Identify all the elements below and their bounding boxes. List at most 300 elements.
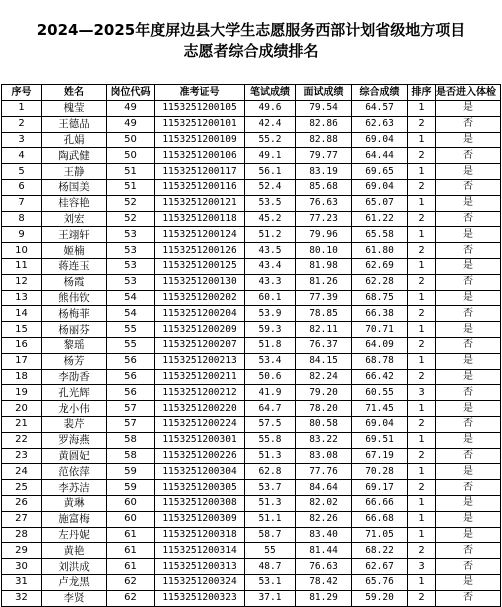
table-row [2, 511, 501, 527]
cell-exam-id: 1153251200305 [155, 480, 245, 496]
title-line-2: 志愿者综合成绩排名 [183, 42, 319, 60]
cell-written-score: 51.3 [245, 448, 296, 464]
cell-name: 孔娟 [42, 132, 107, 148]
col-header-rank: 排序 [408, 85, 436, 101]
cell-post-code: 55 [107, 337, 155, 353]
cell-written-score: 56.1 [245, 164, 296, 180]
cell-name: 桂容艳 [42, 195, 107, 211]
cell-index: 12 [2, 274, 42, 290]
cell-exam-id: 1153251200204 [155, 306, 245, 322]
cell-post-code: 61 [107, 527, 155, 543]
cell-rank: 2 [408, 543, 436, 559]
cell-interview-score: 78.20 [296, 401, 352, 417]
table-row [2, 179, 501, 195]
cell-written-score: 43.3 [245, 274, 296, 290]
cell-rank: 1 [408, 527, 436, 543]
table-row [2, 322, 501, 338]
cell-rank: 2 [408, 448, 436, 464]
cell-name: 杨丽芬 [42, 322, 107, 338]
cell-written-score: 53.1 [245, 574, 296, 590]
cell-index: 15 [2, 322, 42, 338]
cell-written-score: 53.4 [245, 353, 296, 369]
cell-index: 3 [2, 132, 42, 148]
cell-rank: 2 [408, 306, 436, 322]
cell-index: 19 [2, 385, 42, 401]
cell-exam-id: 1153251200121 [155, 195, 245, 211]
cell-index: 24 [2, 464, 42, 480]
cell-index: 2 [2, 116, 42, 132]
cell-total-score: 70.28 [352, 464, 408, 480]
cell-post-code: 61 [107, 559, 155, 575]
cell-name: 裴芹 [42, 416, 107, 432]
cell-post-code: 53 [107, 227, 155, 243]
cell-physical-exam: 否 [436, 590, 501, 606]
cell-index: 32 [2, 590, 42, 606]
cell-interview-score: 76.37 [296, 337, 352, 353]
cell-index: 18 [2, 369, 42, 385]
table-row [2, 243, 501, 259]
cell-name: 卢龙黑 [42, 574, 107, 590]
cell-physical-exam: 否 [436, 448, 501, 464]
table-row [2, 116, 501, 132]
col-header-index: 序号 [2, 85, 42, 101]
cell-interview-score: 80.10 [296, 243, 352, 259]
cell-written-score: 43.5 [245, 243, 296, 259]
cell-post-code: 53 [107, 243, 155, 259]
cell-rank: 2 [408, 116, 436, 132]
cell-physical-exam: 是 [436, 290, 501, 306]
cell-exam-id: 1153251200118 [155, 211, 245, 227]
cell-post-code: 54 [107, 306, 155, 322]
cell-interview-score: 77.76 [296, 464, 352, 480]
cell-interview-score: 82.11 [296, 322, 352, 338]
cell-rank: 1 [408, 164, 436, 180]
cell-exam-id: 1153251200308 [155, 495, 245, 511]
table-row [2, 416, 501, 432]
cell-index: 13 [2, 290, 42, 306]
cell-name: 刘洪成 [42, 559, 107, 575]
cell-physical-exam: 否 [436, 543, 501, 559]
cell-post-code: 52 [107, 195, 155, 211]
cell-post-code: 50 [107, 132, 155, 148]
cell-name: 黄圆妃 [42, 448, 107, 464]
cell-written-score: 53.7 [245, 480, 296, 496]
cell-index: 1 [2, 101, 42, 117]
cell-exam-id: 1153251200224 [155, 416, 245, 432]
table-row [2, 495, 501, 511]
cell-interview-score: 83.22 [296, 432, 352, 448]
table-row [2, 132, 501, 148]
cell-rank: 2 [408, 179, 436, 195]
cell-physical-exam: 是 [436, 227, 501, 243]
cell-physical-exam: 是 [436, 527, 501, 543]
cell-name: 黄艳 [42, 543, 107, 559]
cell-rank: 1 [408, 101, 436, 117]
header-row [2, 85, 501, 101]
col-header-physical-exam: 是否进入体检 [436, 85, 501, 101]
table-body [2, 101, 501, 607]
cell-written-score: 48.7 [245, 559, 296, 575]
cell-index: 4 [2, 148, 42, 164]
cell-interview-score: 83.08 [296, 448, 352, 464]
cell-rank: 2 [408, 148, 436, 164]
table-row [2, 148, 501, 164]
col-header-interview-score: 面试成绩 [296, 85, 352, 101]
cell-rank: 1 [408, 132, 436, 148]
cell-interview-score: 85.68 [296, 179, 352, 195]
cell-interview-score: 84.64 [296, 480, 352, 496]
cell-exam-id: 1153251200126 [155, 243, 245, 259]
cell-written-score: 64.7 [245, 401, 296, 417]
cell-name: 杨芳 [42, 353, 107, 369]
cell-exam-id: 1153251200130 [155, 274, 245, 290]
title-line-1: 2024—2025年度屏边县大学生志愿服务西部计划省级地方项目 [36, 21, 466, 39]
cell-physical-exam: 是 [436, 322, 501, 338]
cell-written-score: 51.1 [245, 511, 296, 527]
table-row [2, 227, 501, 243]
cell-rank: 1 [408, 227, 436, 243]
cell-interview-score: 79.77 [296, 148, 352, 164]
cell-rank: 1 [408, 511, 436, 527]
cell-interview-score: 78.42 [296, 574, 352, 590]
cell-name: 罗海燕 [42, 432, 107, 448]
cell-written-score: 57.5 [245, 416, 296, 432]
table-row [2, 353, 501, 369]
cell-interview-score: 81.29 [296, 590, 352, 606]
table-row [2, 290, 501, 306]
table-row [2, 543, 501, 559]
cell-name: 陶武健 [42, 148, 107, 164]
cell-name: 姬楠 [42, 243, 107, 259]
table-row [2, 590, 501, 606]
cell-physical-exam: 否 [436, 243, 501, 259]
cell-post-code: 62 [107, 590, 155, 606]
cell-physical-exam: 是 [436, 574, 501, 590]
cell-rank: 3 [408, 385, 436, 401]
table-row [2, 527, 501, 543]
cell-exam-id: 1153251200313 [155, 559, 245, 575]
cell-exam-id: 1153251200109 [155, 132, 245, 148]
table-row [2, 337, 501, 353]
cell-exam-id: 1153251200116 [155, 179, 245, 195]
cell-written-score: 59.3 [245, 322, 296, 338]
cell-index: 11 [2, 258, 42, 274]
cell-physical-exam: 是 [436, 195, 501, 211]
cell-index: 21 [2, 416, 42, 432]
cell-written-score: 50.6 [245, 369, 296, 385]
cell-total-score: 69.04 [352, 416, 408, 432]
cell-index: 17 [2, 353, 42, 369]
cell-physical-exam: 否 [436, 179, 501, 195]
cell-written-score: 53.5 [245, 195, 296, 211]
cell-index: 9 [2, 227, 42, 243]
cell-interview-score: 81.44 [296, 543, 352, 559]
cell-total-score: 65.76 [352, 574, 408, 590]
cell-index: 5 [2, 164, 42, 180]
cell-physical-exam: 否 [436, 116, 501, 132]
cell-physical-exam: 否 [436, 337, 501, 353]
cell-total-score: 61.22 [352, 211, 408, 227]
cell-total-score: 66.38 [352, 306, 408, 322]
cell-interview-score: 77.23 [296, 211, 352, 227]
cell-rank: 2 [408, 480, 436, 496]
cell-written-score: 37.1 [245, 590, 296, 606]
cell-written-score: 51.3 [245, 495, 296, 511]
cell-name: 槐莹 [42, 101, 107, 117]
cell-name: 王静 [42, 164, 107, 180]
cell-written-score: 42.4 [245, 116, 296, 132]
cell-interview-score: 82.26 [296, 511, 352, 527]
cell-post-code: 49 [107, 101, 155, 117]
cell-total-score: 62.67 [352, 559, 408, 575]
cell-written-score: 60.1 [245, 290, 296, 306]
cell-name: 左丹妮 [42, 527, 107, 543]
col-header-post-code: 岗位代码 [107, 85, 155, 101]
cell-exam-id: 1153251200101 [155, 116, 245, 132]
cell-written-score: 53.9 [245, 306, 296, 322]
cell-name: 刘宏 [42, 211, 107, 227]
cell-physical-exam: 是 [436, 464, 501, 480]
cell-physical-exam: 是 [436, 511, 501, 527]
cell-physical-exam: 是 [436, 132, 501, 148]
cell-written-score: 55.2 [245, 132, 296, 148]
cell-total-score: 69.04 [352, 132, 408, 148]
cell-name: 李劭香 [42, 369, 107, 385]
cell-index: 31 [2, 574, 42, 590]
cell-index: 28 [2, 527, 42, 543]
cell-post-code: 56 [107, 353, 155, 369]
cell-total-score: 71.05 [352, 527, 408, 543]
cell-total-score: 68.22 [352, 543, 408, 559]
cell-interview-score: 79.96 [296, 227, 352, 243]
cell-interview-score: 83.19 [296, 164, 352, 180]
cell-exam-id: 1153251200226 [155, 448, 245, 464]
cell-rank: 1 [408, 464, 436, 480]
cell-post-code: 57 [107, 401, 155, 417]
cell-exam-id: 1153251200220 [155, 401, 245, 417]
cell-physical-exam: 是 [436, 369, 501, 385]
cell-post-code: 56 [107, 369, 155, 385]
cell-post-code: 61 [107, 543, 155, 559]
cell-rank: 1 [408, 353, 436, 369]
cell-physical-exam: 是 [436, 101, 501, 117]
cell-index: 27 [2, 511, 42, 527]
cell-exam-id: 1153251200105 [155, 101, 245, 117]
cell-rank: 3 [408, 559, 436, 575]
score-table [1, 84, 501, 607]
cell-post-code: 60 [107, 495, 155, 511]
cell-exam-id: 1153251200309 [155, 511, 245, 527]
cell-index: 26 [2, 495, 42, 511]
cell-post-code: 55 [107, 322, 155, 338]
cell-post-code: 54 [107, 290, 155, 306]
cell-index: 30 [2, 559, 42, 575]
table-row [2, 448, 501, 464]
cell-written-score: 51.2 [245, 227, 296, 243]
cell-name: 杨国美 [42, 179, 107, 195]
cell-total-score: 65.58 [352, 227, 408, 243]
cell-exam-id: 1153251200125 [155, 258, 245, 274]
cell-written-score: 62.8 [245, 464, 296, 480]
cell-written-score: 49.6 [245, 101, 296, 117]
cell-exam-id: 1153251200301 [155, 432, 245, 448]
table-row [2, 258, 501, 274]
cell-name: 李苏洁 [42, 480, 107, 496]
cell-rank: 1 [408, 258, 436, 274]
cell-physical-exam: 否 [436, 211, 501, 227]
cell-interview-score: 82.86 [296, 116, 352, 132]
cell-exam-id: 1153251200314 [155, 543, 245, 559]
cell-interview-score: 82.02 [296, 495, 352, 511]
table-row [2, 211, 501, 227]
cell-rank: 1 [408, 195, 436, 211]
cell-index: 6 [2, 179, 42, 195]
cell-rank: 2 [408, 274, 436, 290]
cell-interview-score: 80.58 [296, 416, 352, 432]
cell-physical-exam: 否 [436, 148, 501, 164]
cell-exam-id: 1153251200324 [155, 574, 245, 590]
cell-total-score: 64.09 [352, 337, 408, 353]
cell-exam-id: 1153251200202 [155, 290, 245, 306]
cell-physical-exam: 否 [436, 274, 501, 290]
cell-index: 29 [2, 543, 42, 559]
cell-name: 孔光辉 [42, 385, 107, 401]
cell-name: 熊伟钦 [42, 290, 107, 306]
cell-physical-exam: 是 [436, 258, 501, 274]
cell-interview-score: 83.40 [296, 527, 352, 543]
table-row [2, 401, 501, 417]
cell-post-code: 51 [107, 164, 155, 180]
table-row [2, 480, 501, 496]
cell-physical-exam: 是 [436, 495, 501, 511]
cell-rank: 1 [408, 290, 436, 306]
cell-interview-score: 79.54 [296, 101, 352, 117]
cell-physical-exam: 否 [436, 559, 501, 575]
cell-name: 杨梅菲 [42, 306, 107, 322]
cell-exam-id: 1153251200211 [155, 369, 245, 385]
col-header-total-score: 综合成绩 [352, 85, 408, 101]
cell-name: 王翊轩 [42, 227, 107, 243]
cell-exam-id: 1153251200106 [155, 148, 245, 164]
cell-exam-id: 1153251200213 [155, 353, 245, 369]
table-row [2, 385, 501, 401]
cell-post-code: 57 [107, 416, 155, 432]
cell-post-code: 58 [107, 448, 155, 464]
cell-physical-exam: 是 [436, 401, 501, 417]
cell-written-score: 55.8 [245, 432, 296, 448]
cell-total-score: 69.65 [352, 164, 408, 180]
cell-name: 龙小伟 [42, 401, 107, 417]
table-row [2, 101, 501, 117]
cell-physical-exam: 否 [436, 385, 501, 401]
cell-physical-exam: 是 [436, 353, 501, 369]
table-row [2, 464, 501, 480]
cell-written-score: 49.1 [245, 148, 296, 164]
table-row [2, 369, 501, 385]
table-row [2, 306, 501, 322]
cell-total-score: 66.66 [352, 495, 408, 511]
cell-written-score: 43.4 [245, 258, 296, 274]
cell-post-code: 50 [107, 148, 155, 164]
document-title [0, 0, 502, 84]
table-row [2, 432, 501, 448]
cell-total-score: 70.71 [352, 322, 408, 338]
table-row [2, 274, 501, 290]
cell-total-score: 64.57 [352, 101, 408, 117]
cell-rank: 1 [408, 322, 436, 338]
cell-index: 8 [2, 211, 42, 227]
cell-written-score: 45.2 [245, 211, 296, 227]
col-header-exam-id: 准考证号 [155, 85, 245, 101]
cell-name: 黄琳 [42, 495, 107, 511]
cell-total-score: 66.68 [352, 511, 408, 527]
cell-physical-exam: 否 [436, 416, 501, 432]
cell-post-code: 58 [107, 432, 155, 448]
cell-total-score: 62.69 [352, 258, 408, 274]
cell-exam-id: 1153251200117 [155, 164, 245, 180]
cell-rank: 1 [408, 495, 436, 511]
cell-rank: 2 [408, 337, 436, 353]
cell-rank: 1 [408, 432, 436, 448]
table-row [2, 559, 501, 575]
cell-exam-id: 1153251200124 [155, 227, 245, 243]
cell-total-score: 69.04 [352, 179, 408, 195]
cell-name: 蒋连玉 [42, 258, 107, 274]
cell-interview-score: 81.98 [296, 258, 352, 274]
cell-post-code: 59 [107, 480, 155, 496]
cell-exam-id: 1153251200304 [155, 464, 245, 480]
cell-total-score: 71.45 [352, 401, 408, 417]
cell-interview-score: 77.39 [296, 290, 352, 306]
cell-written-score: 41.9 [245, 385, 296, 401]
table-row [2, 195, 501, 211]
cell-physical-exam: 否 [436, 480, 501, 496]
cell-index: 10 [2, 243, 42, 259]
cell-post-code: 53 [107, 258, 155, 274]
cell-index: 23 [2, 448, 42, 464]
cell-physical-exam: 是 [436, 164, 501, 180]
cell-rank: 2 [408, 243, 436, 259]
cell-physical-exam: 否 [436, 306, 501, 322]
cell-total-score: 65.07 [352, 195, 408, 211]
cell-post-code: 56 [107, 385, 155, 401]
cell-written-score: 51.8 [245, 337, 296, 353]
cell-interview-score: 76.63 [296, 195, 352, 211]
cell-index: 20 [2, 401, 42, 417]
cell-name: 黎瑶 [42, 337, 107, 353]
cell-interview-score: 82.24 [296, 369, 352, 385]
cell-interview-score: 82.88 [296, 132, 352, 148]
cell-name: 王德品 [42, 116, 107, 132]
cell-physical-exam: 是 [436, 432, 501, 448]
cell-name: 李贤 [42, 590, 107, 606]
cell-total-score: 64.44 [352, 148, 408, 164]
cell-rank: 2 [408, 416, 436, 432]
cell-rank: 1 [408, 574, 436, 590]
cell-total-score: 60.55 [352, 385, 408, 401]
cell-exam-id: 1153251200207 [155, 337, 245, 353]
cell-interview-score: 76.63 [296, 559, 352, 575]
cell-exam-id: 1153251200212 [155, 385, 245, 401]
cell-interview-score: 84.15 [296, 353, 352, 369]
cell-index: 14 [2, 306, 42, 322]
cell-total-score: 66.42 [352, 369, 408, 385]
cell-name: 范依萍 [42, 464, 107, 480]
cell-total-score: 68.75 [352, 290, 408, 306]
cell-interview-score: 81.26 [296, 274, 352, 290]
cell-name: 施富梅 [42, 511, 107, 527]
cell-written-score: 58.7 [245, 527, 296, 543]
